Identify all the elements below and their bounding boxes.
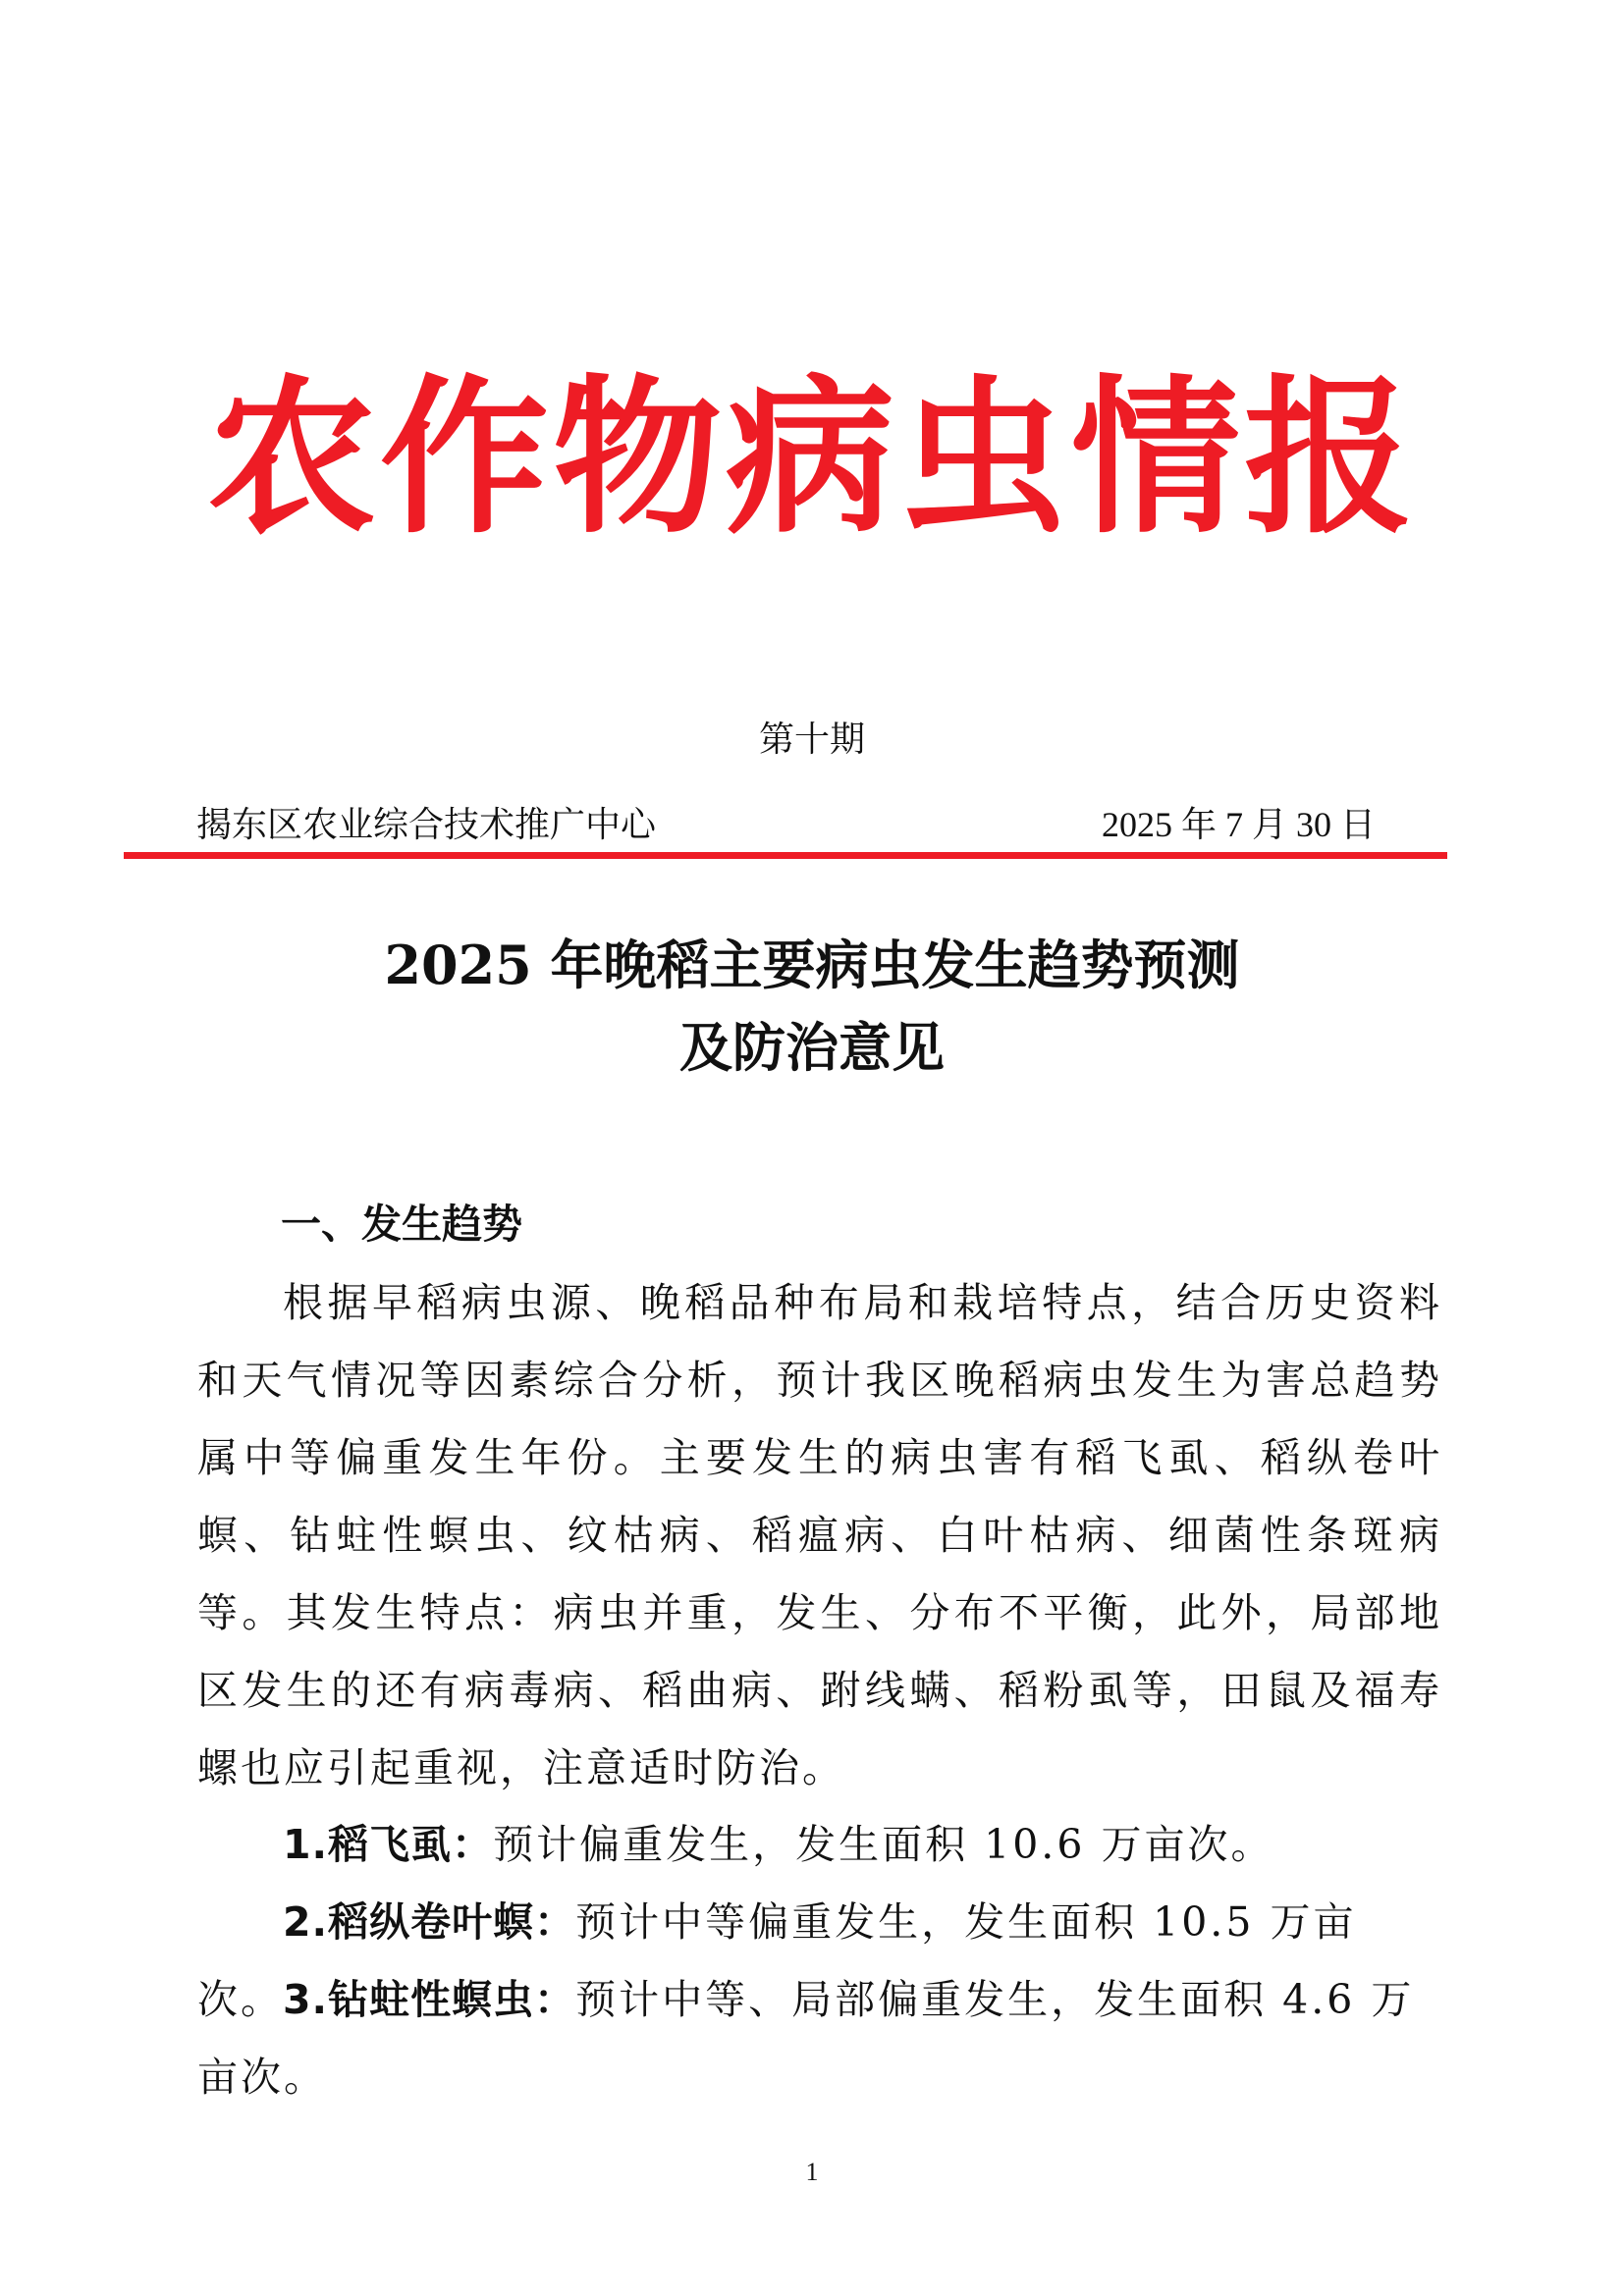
pest-item-label: 3.钻蛀性螟虫：: [283, 1976, 576, 2023]
issue-date: 2025 年 7 月 30 日: [1101, 805, 1376, 844]
masthead-title: 农作物病虫情报: [207, 357, 1417, 557]
red-divider: [124, 852, 1447, 859]
section-heading: 一、发生趋势: [281, 1201, 522, 1248]
pest-item-label: 2.稻纵卷叶螟：: [283, 1898, 576, 1946]
document-title-line-1: 2025 年晚稻主要病虫发生趋势预测: [384, 934, 1240, 996]
pest-item-text: 预计中等偏重发生，发生面积 10.5 万亩次。: [197, 1898, 1357, 2023]
pest-item-label: 1.稻飞虱：: [283, 1821, 494, 1868]
section-paragraph: 根据早稻病虫源、晚稻品种布局和栽培特点，结合历史资料和天气情况等因素综合分析，预计我区晚稻病虫发生为害总趋势属中等偏重发生年份。主要发生的病虫害有稻飞虱、稻纵卷叶螟、钻蛀性螟虫、纹枯病、稻瘟病、白叶枯病、细菌性条斑病等。其发生特点：病虫并重，发生、分布不平衡，此外，局部地区发生的还有病毒病、稻曲病、跗线螨、稻粉虱等，田鼠及福寿螺也应引起重视，注意适时防治。: [197, 1279, 1442, 1791]
pest-item-text: 预计中等、局部偏重发生，发生面积 4.6 万亩次。: [197, 1976, 1415, 2101]
pest-item: [197, 1961, 1442, 2116]
issuing-organization: 揭东区农业综合技术推广中心: [196, 805, 657, 844]
document-title-line-2: 及防治意见: [679, 1016, 945, 1079]
page-number: 1: [805, 2158, 819, 2186]
pest-item-text: 预计偏重发生，发生面积 10.6 万亩次。: [493, 1821, 1274, 1868]
issue-number: 第十期: [758, 720, 865, 759]
pest-item: [197, 1806, 1442, 1884]
